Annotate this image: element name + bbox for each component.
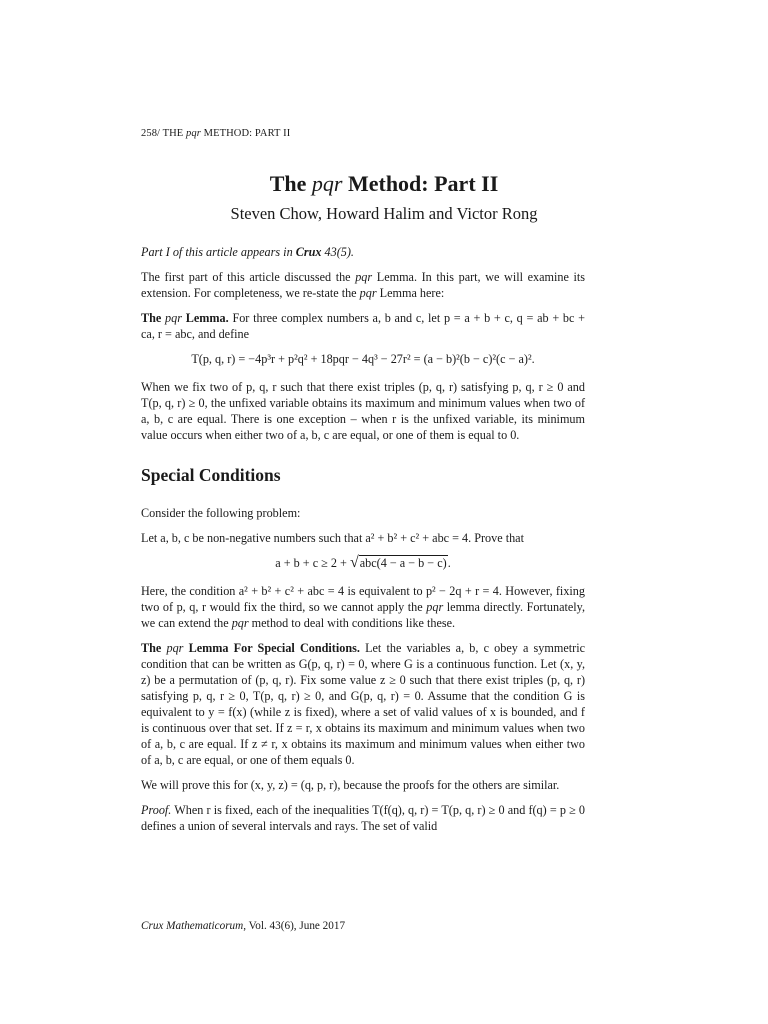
proof-paragraph: Proof. When r is fixed, each of the inequalities T(f(q), q, r) = T(p, q, r) ≥ 0 and f(q) = p ≥ 0 defines a union of several intervals and rays. The set of valid [141,803,586,833]
special-lemma-heading: The pqr Lemma For Special Conditions. [141,641,360,655]
consider-line: Consider the following problem: [141,506,301,520]
equation-discriminant: T(p, q, r) = −4p³r + p²q² + 18pqr − 4q³ − 27r² = (a − b)²(b − c)²(c − a)². [191,352,535,366]
footer: Crux Mathematicorum, Vol. 43(6), June 2017 [141,920,346,932]
sqrt-icon: √ [349,554,359,571]
lemma-heading: The pqr Lemma. [141,311,229,325]
section-heading: Special Conditions [141,465,281,485]
article-title: The pqr Method: Part II [269,171,499,196]
equation-inequality: a + b + c ≥ 2 + √abc(4 − a − b − c). [275,554,451,571]
here-paragraph: Here, the condition a² + b² + c² + abc = 4 is equivalent to p² − 2q + r = 4. However, fixing two of p, q, r would fix the third, so we cannot apply the pqr lemma directly. Fortunately, we can extend the pqr method to deal with conditions like these. [141,584,586,630]
intro-paragraph: The first part of this article discussed the pqr Lemma. In this part, we will examine its extension. For completeness, we re-state the pqr Lemma here: [141,270,585,300]
authors: Steven Chow, Howard Halim and Victor Rong [230,204,538,223]
problem-statement: Let a, b, c be non-negative numbers such that a² + b² + c² + abc = 4. Prove that [141,531,524,545]
prove-paragraph: We will prove this for (x, y, z) = (q, p, r), because the proofs for the others are similar. [141,778,560,792]
running-head: 258/ THE pqr METHOD: PART II [141,128,291,139]
special-lemma: The pqr Lemma For Special Conditions. Let the variables a, b, c obey a symmetric condition that can be written as G(p, q, r) = 0, where G is a continuous function. Let (x, y, z) be a permutation of (p, q, r). Fix some value z ≥ 0 such that there exist triples (p, q, r) satisfying p, q, r ≥ 0, T(p, q, r) ≥ 0, and G(p, q, r) = 0. Assume that the condition G is equivalent to y = f(x) (while z is fixed), where a set of valid values of x is bounded, and f is continuous over that set. If z = r, x obtains its maximum and minimum values when two of a, b, c are equal. If z ≠ r, x obtains its maximum and minimum values when either two of a, b, c are equal, or one of them equals 0. [141,641,586,767]
part-note: Part I of this article appears in Crux 43(5). [141,245,354,259]
fix-paragraph: When we fix two of p, q, r such that there exist triples (p, q, r) satisfying p, q, r ≥ 0 and T(p, q, r) ≥ 0, the unfixed variable obtains its maximum and minimum values when two of a, b, c are equal. There is one exception – when r is the unfixed variable, its minimum value occurs when either two of a, b, c are equal, or one of them is equal to 0. [141,380,585,442]
article-body [141,244,585,843]
pqr-lemma: The pqr Lemma. For three complex numbers a, b and c, let p = a + b + c, q = ab + bc + ca, r = abc, and define [141,311,586,341]
